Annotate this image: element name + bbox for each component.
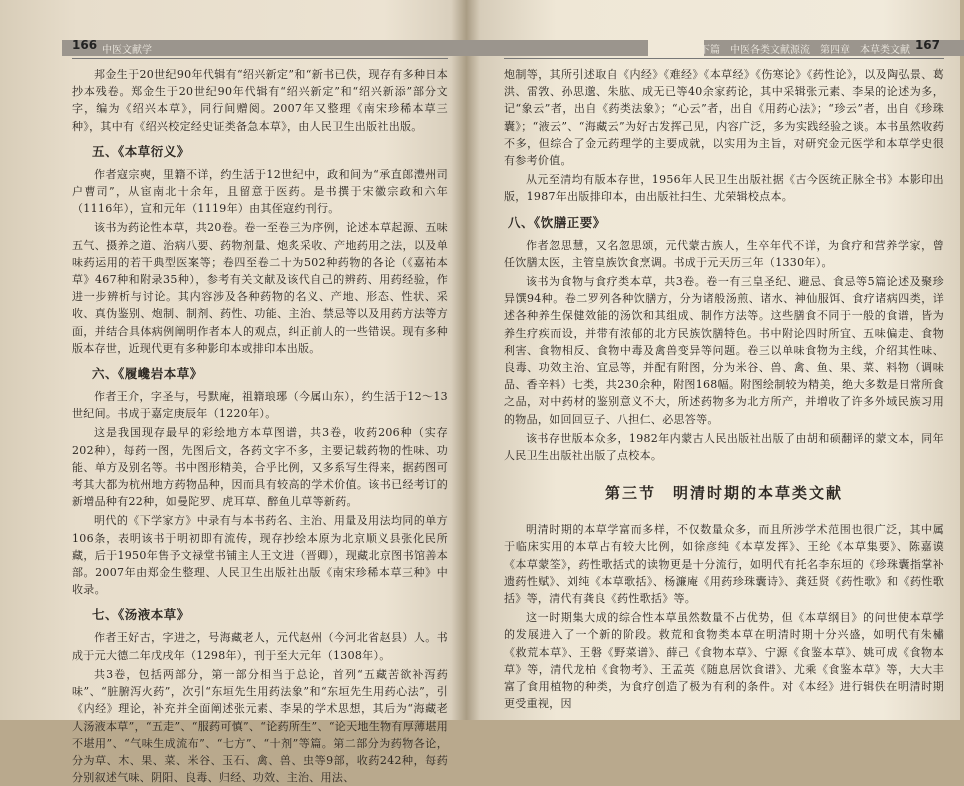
body-paragraph: 该书为药论性本草，共20卷。卷一至卷三为序例，论述本草起源、五味五气、摄养之道、治病八要、药物剂量、炮炙采收、产地药用之法，以及单味药运用的若干典型医案等；卷四至卷二十为502种药物的各论（《嘉祐本草》467种和附录35种），参考有关文献及该代自己的辨药、用药经验，作进一步辨析与讨论。其内容涉及各种药物的名义、产地、形态、性状、采收、真伪鉴别、炮制、制剂、药性、功能、主治、禁忌等以及用药方法等方面，并结合具体病例阐明作者本人的观点，纠正前人的一些错误。现有多种版本存世，近现代更有多种影印本或排印本出版。 <box>72 221 448 355</box>
body-paragraph: 这一时期集大成的综合性本草虽然数量不占优势，但《本草纲目》的问世使本草学的发展进入了一个新的阶段。救荒和食物类本草在明清时期十分兴盛，如明代有朱橚《救荒本草》、王磐《野菜谱》、薛己《食物本草》、宁源《食鉴本草》、姚可成《食物本草》等，清代龙柏《食物考》、王孟英《随息居饮食谱》、尤乘《食鉴本草》等，大大丰富了食用植物的种类，为食疗创造了极为有利的条件。对《本经》进行辑佚在明清时期更受重视，因 <box>504 611 944 711</box>
body-paragraph: 从元至清均有版本存世，1956年人民卫生出版社据《古今医统正脉全书》本影印出版，1987年出版排印本，由出版社扫生、尤荣辑校点本。 <box>504 173 944 204</box>
section-heading: 第三节 明清时期的本草类文献 <box>604 484 843 503</box>
body-paragraph: 邦金生于20世纪90年代辑有“绍兴新定”和“新书已佚，现存有多种日本抄本残卷。郑金生于20世纪90年代辑有“绍兴新定”和“绍兴新添”部分文字，编为《绍兴本草》，同行间赠阅。2007年又整理《南宋珍稀本草三种》，其中有《绍兴校定经史证类备急本草》，由人民卫生出版社出版。 <box>72 68 448 133</box>
page-number: 166 <box>72 38 98 52</box>
body-paragraph: 明清时期的本草学富而多样，不仅数量众多，而且所涉学术范围也很广泛，其中属于临床实用的本草占有较大比例，如徐彦纯《本草发挥》、王纶《本草集要》、陈嘉谟《本草蒙筌》，药性歌括式的读物更是十分流行，如明代有托名李东垣的《珍珠囊指掌补遗药性赋》、刘纯《本草歌括》、杨濂庵《用药珍珠囊诗》、龚廷贤《药性歌》和《药性歌括》等，清代有龚良《药性歌括》等。 <box>504 523 944 606</box>
entry-heading: 八、《饮膳正要》 <box>508 214 606 230</box>
header-rule <box>504 58 944 59</box>
body-paragraph: 作者忽思慧，又名忽思颂，元代蒙古族人，生卒年代不详，为食疗和营养学家，曾任饮膳太医，主管皇族饮食烹调。书成于元天历三年（1330年）。 <box>504 238 944 269</box>
body-paragraph: 作者寇宗奭，里籍不详，约生活于12世纪中，政和间为“承直郎澧州司户曹司”，从宦南北十余年，且留意于医药。是书撰于宋徽宗政和六年（1116年），宣和元年（1119年）由其侄寇约刊行。 <box>72 167 448 216</box>
body-paragraph: 作者王介，字圣与，号默庵，祖籍琅琊（今属山东），约生活于12～13世纪间。书成于嘉定庚辰年（1220年）。 <box>72 390 448 421</box>
body-paragraph: 共3卷，包括两部分，第一部分相当于总论，首列“五藏苦欲补泻药味”、“脏腑泻火药”，次引“东垣先生用药法象”和“东垣先生用药心法”，引《内经》理论，补充并全面阐述张元素、李杲的学术思想，其后为“海藏老人汤液本草”，“五走”、“服药可慎”、“论药所生”、“论天地生物有厚薄堪用不堪用”、“气味生成流布”、“七方”、“十剂”等篇。第二部分为药物各论，分为草、木、果、菜、米谷、玉石、禽、兽、虫等9部，收药242种，每药分别叙述气味、阴阳、良毒、归经、功效、主治、用法、 <box>72 667 448 785</box>
body-paragraph: 这是我国现存最早的彩绘地方本草图谱，共3卷，收药206种（实存202种），每药一图，先图后文，各药文字不多，主要记载药物的性味、功能、单方及别名等。书中图形精美，合乎比例，又多系写生得来，据药图可考其大都为杭州地方药物品种，因而具有较高的学术价值。该书已经考订的新增品种有22种，如曼陀罗、虎耳草、醉鱼儿草等新药。 <box>72 426 448 509</box>
running-title: 下篇 中医各类文献源流 第四章 本草类文献 <box>700 45 910 56</box>
body-paragraph: 明代的《下学家方》中录有与本书药名、主治、用量及用法均同的单方106条，表明该书于明初即有流传，现存抄绘本原为北京顺义县张化民所藏，后于1950年售予文禄堂书铺主人王文进（晋卿），现藏北京图书馆善本部。2007年由郑金生整理、人民卫生出版社出版《南宋珍稀本草三种》中收录。 <box>72 514 448 597</box>
right-page <box>476 0 954 720</box>
body-paragraph: 炮制等，其所引述取自《内经》《难经》《本草经》《伤寒论》《药性论》，以及陶弘景、葛洪、雷敩、孙思邈、朱肱、成无已等40余家药论，其中采辑张元素、李杲的论述为多，记“象云”者，出自《药类法象》；“心云”者，出自《用药心法》；“珍云”者，出自《珍珠囊》；“液云”、“海藏云”为好古发挥己见，内容广泛，多为实践经验之谈。本书虽然收药不多，但综合了金元药理学的主要成就，以实用为主旨，对研究金元医学和本草学史很有参考价值。 <box>504 68 944 168</box>
entry-heading: 六、《履巉岩本草》 <box>92 366 203 382</box>
header-rule <box>72 58 448 59</box>
entry-heading: 五、《本草衍义》 <box>92 143 190 159</box>
page-number: 167 <box>914 38 940 52</box>
right-page-header <box>504 40 944 60</box>
left-page-header <box>72 40 448 60</box>
running-title: 中医文献学 <box>102 45 152 56</box>
entry-heading: 七、《汤液本草》 <box>92 607 190 623</box>
left-page <box>8 0 460 785</box>
body-paragraph: 作者王好古，字进之，号海藏老人，元代赵州（今河北省赵县）人。书成于元大德二年戊戌年（1298年），刊于至大元年（1308年）。 <box>72 631 448 662</box>
body-paragraph: 该书存世版本众多，1982年内蒙古人民出版社出版了由胡和硕翻译的蒙文本，同年人民卫生出版社出版了点校本。 <box>504 431 944 463</box>
body-paragraph: 该书为食物与食疗类本草，共3卷。卷一有三皇圣纪、避忌、食忌等5篇论述及聚珍异馔94种。卷二罗列各种饮膳方，分为诸般汤煎、诸水、神仙服饵、食疗诸病四类，详述各种养生保健效能的汤饮和其组成、制作方法等。这些膳食不同于一般的食谱，皆为养生疗疾而设，并带有浓郁的北方民族饮膳特色。书中附论四时所宜、五味偏走、食物利害、食物相反、食物中毒及禽兽变异等问题。卷三以单味食物为主线，介绍其性味、良毒、功效主治、宜忌等，并配有附图，分为米谷、兽、禽、鱼、果、菜、料物（调味品、香辛料）七类，共230余种，附图168幅。附图绘制较为精美，绝大多数是日常所食之品，对中药材的鉴别意义不大，所述药物多为北方所产，并增收了许多外域民族习用的物品，如回回豆子、八担仁、必思答等。 <box>504 275 944 426</box>
